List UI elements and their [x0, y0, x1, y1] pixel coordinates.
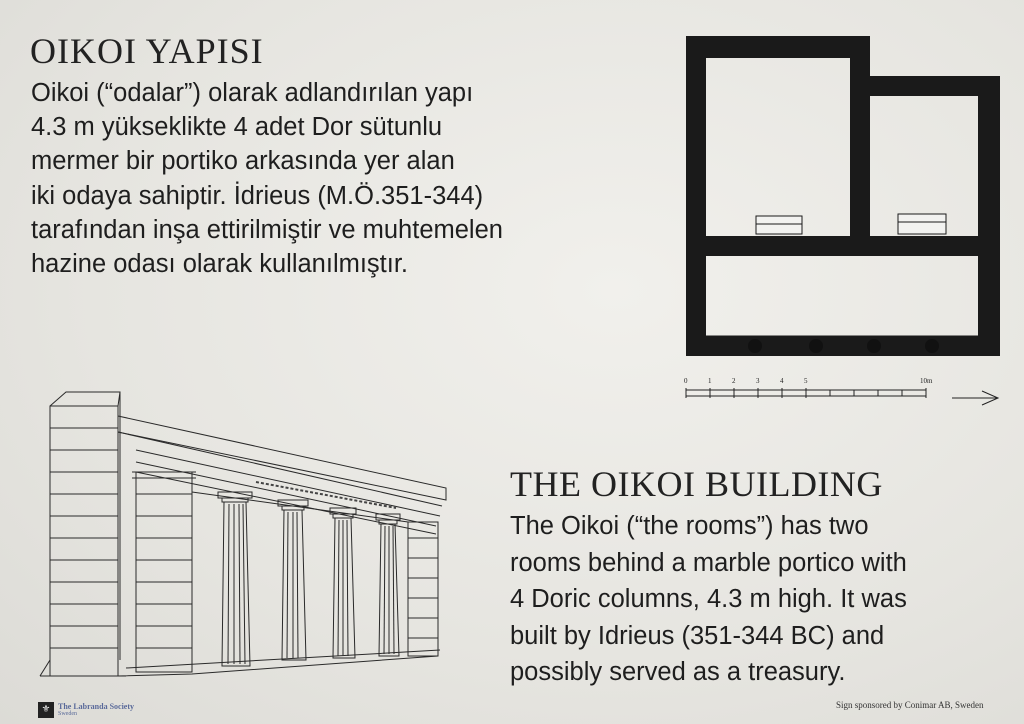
turkish-description: Oikoi (“odalar”) olarak adlandırılan yapı 4.3 m yükseklikte 4 adet Dor sütunlu mermer bir portiko arkasında yer alan iki odaya sahiptir. İdrieus (M.Ö.351-344) tarafından inşa ettirilmiştir ve muhtemelen hazine odası olarak kullanılmıştır. — [31, 79, 503, 279]
english-title: THE OIKOI BUILDING — [510, 464, 883, 504]
right-pier — [408, 522, 438, 656]
scale-label: 10m — [920, 377, 933, 385]
scale-bar — [684, 377, 933, 398]
scale-label: 4 — [780, 377, 784, 385]
scale-label: 2 — [732, 377, 736, 385]
doric-column — [218, 492, 252, 666]
society-country: Sweden — [58, 711, 77, 717]
doric-column — [278, 500, 308, 660]
arrow-right-icon — [952, 391, 998, 405]
plan-walls — [686, 36, 1000, 356]
seal-icon: ⚜ — [38, 702, 54, 718]
plan-column — [867, 339, 881, 353]
scale-label: 0 — [684, 377, 688, 385]
plan-column — [748, 339, 762, 353]
scale-label: 3 — [756, 377, 760, 385]
plan-column — [809, 339, 823, 353]
sponsor-credit: Sign sponsored by Conimar AB, Sweden — [836, 700, 984, 710]
society-logo — [38, 702, 134, 718]
plan-column — [925, 339, 939, 353]
floor-plan — [676, 30, 1006, 410]
doric-column — [376, 514, 400, 656]
doric-column — [330, 508, 356, 658]
inner-pier — [136, 472, 192, 672]
elevation-drawing — [36, 388, 456, 688]
room-partition — [706, 214, 978, 256]
english-description: The Oikoi (“the rooms”) has two rooms behind a marble portico with 4 Doric columns, 4.3 m high. It was built by Idrieus (351-344 BC) and possibly served as a treasury. — [510, 512, 907, 686]
turkish-title: OIKOI YAPISI — [30, 31, 264, 71]
scale-label: 5 — [804, 377, 808, 385]
scale-label: 1 — [708, 377, 712, 385]
corner-pier — [50, 406, 118, 676]
society-name: The Labranda Society — [58, 702, 135, 711]
